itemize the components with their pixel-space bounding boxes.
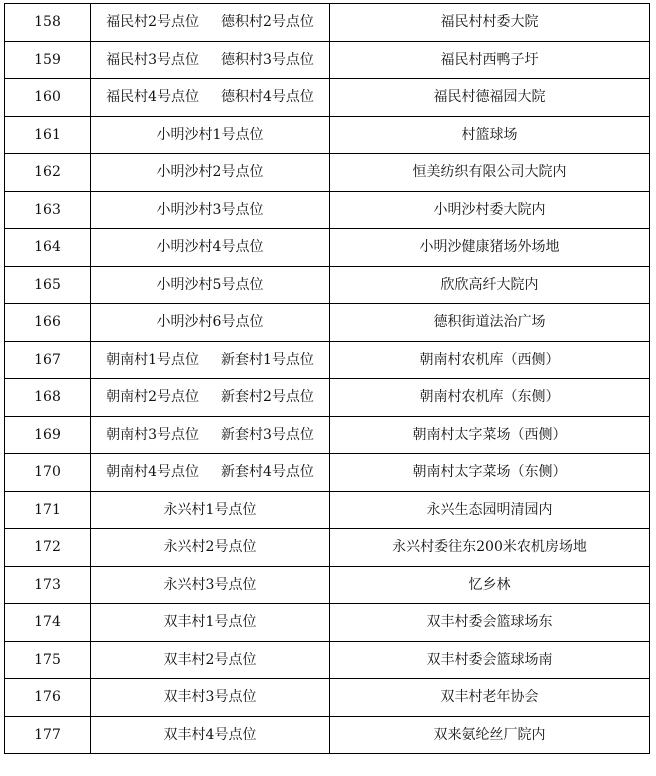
point-cell	[91, 41, 330, 79]
table-row	[5, 266, 650, 304]
point-name: 朝南村4号点位	[106, 464, 199, 481]
location-cell: 欣欣高纤大院内	[330, 266, 650, 304]
point-name: 福民村2号点位	[106, 14, 199, 31]
row-number-cell: 162	[5, 154, 91, 192]
point-name: 小明沙村5号点位	[156, 276, 264, 293]
point-name: 小明沙村2号点位	[156, 164, 264, 181]
point-cell	[91, 641, 330, 679]
row-number-cell: 165	[5, 266, 91, 304]
location-cell: 朝南村农机库（西侧）	[330, 341, 650, 379]
point-cell	[91, 266, 330, 304]
point-name: 永兴村3号点位	[163, 576, 257, 593]
point-cell	[91, 154, 330, 192]
table-row	[5, 566, 650, 604]
point-cell	[91, 379, 330, 417]
table-row	[5, 341, 650, 379]
location-cell: 双丰村委会篮球场南	[330, 641, 650, 679]
table-row	[5, 41, 650, 79]
table-row	[5, 79, 650, 117]
point-cell	[91, 191, 330, 229]
row-number-cell: 170	[5, 454, 91, 492]
point-name: 双丰村1号点位	[163, 614, 257, 631]
row-number-cell: 163	[5, 191, 91, 229]
point-name: 德积村3号点位	[221, 51, 314, 68]
point-cell	[91, 79, 330, 117]
point-cell	[91, 304, 330, 342]
point-name: 小明沙村6号点位	[156, 314, 264, 331]
point-name: 双丰村3号点位	[163, 689, 257, 706]
table-row	[5, 454, 650, 492]
location-cell: 永兴生态园明清园内	[330, 491, 650, 529]
location-cell: 恒美纺织有限公司大院内	[330, 154, 650, 192]
point-name: 德积村2号点位	[221, 14, 314, 31]
point-cell	[91, 566, 330, 604]
table-row	[5, 379, 650, 417]
point-cell	[91, 491, 330, 529]
point-cell	[91, 604, 330, 642]
location-cell: 朝南村太字菜场（西侧）	[330, 416, 650, 454]
table-body	[5, 4, 650, 754]
table-row	[5, 529, 650, 567]
point-cell	[91, 341, 330, 379]
point-cell	[91, 229, 330, 267]
location-cell: 小明沙村委大院内	[330, 191, 650, 229]
location-cell: 朝南村太字菜场（东侧）	[330, 454, 650, 492]
point-cell	[91, 529, 330, 567]
point-name: 新套村2号点位	[221, 389, 314, 406]
point-cell	[91, 454, 330, 492]
table-row	[5, 229, 650, 267]
location-cell: 福民村德福园大院	[330, 79, 650, 117]
row-number-cell: 177	[5, 716, 91, 754]
row-number-cell: 169	[5, 416, 91, 454]
table-row	[5, 4, 650, 42]
location-cell: 双丰村委会篮球场东	[330, 604, 650, 642]
point-cell	[91, 679, 330, 717]
point-name: 新套村4号点位	[221, 464, 314, 481]
table-row	[5, 416, 650, 454]
row-number-cell: 166	[5, 304, 91, 342]
table-row	[5, 116, 650, 154]
point-name: 朝南村2号点位	[106, 389, 199, 406]
location-cell: 福民村西鸭子圩	[330, 41, 650, 79]
table-row	[5, 679, 650, 717]
point-name: 朝南村1号点位	[106, 351, 199, 368]
location-cell: 德积街道法治广场	[330, 304, 650, 342]
table-row	[5, 716, 650, 754]
point-cell	[91, 116, 330, 154]
location-cell: 福民村村委大院	[330, 4, 650, 42]
row-number-cell: 174	[5, 604, 91, 642]
table-row	[5, 604, 650, 642]
row-number-cell: 161	[5, 116, 91, 154]
point-name: 福民村4号点位	[106, 89, 199, 106]
point-cell	[91, 416, 330, 454]
location-cell: 双丰村老年协会	[330, 679, 650, 717]
point-name: 福民村3号点位	[106, 51, 199, 68]
point-name: 新套村1号点位	[221, 351, 314, 368]
row-number-cell: 172	[5, 529, 91, 567]
point-name: 朝南村3号点位	[106, 426, 199, 443]
point-name: 永兴村1号点位	[163, 501, 257, 518]
table-row	[5, 641, 650, 679]
point-cell	[91, 716, 330, 754]
point-name: 双丰村2号点位	[163, 651, 257, 668]
row-number-cell: 167	[5, 341, 91, 379]
row-number-cell: 158	[5, 4, 91, 42]
point-cell	[91, 4, 330, 42]
table-row	[5, 491, 650, 529]
row-number-cell: 176	[5, 679, 91, 717]
point-name: 永兴村2号点位	[163, 539, 257, 556]
row-number-cell: 173	[5, 566, 91, 604]
point-name: 德积村4号点位	[221, 89, 314, 106]
table-row	[5, 191, 650, 229]
row-number-cell: 164	[5, 229, 91, 267]
point-name: 新套村3号点位	[221, 426, 314, 443]
table-row	[5, 304, 650, 342]
point-name: 双丰村4号点位	[163, 726, 257, 743]
location-cell: 双来氨纶丝厂院内	[330, 716, 650, 754]
sampling-sites-table	[4, 3, 650, 754]
row-number-cell: 171	[5, 491, 91, 529]
row-number-cell: 160	[5, 79, 91, 117]
location-cell: 村篮球场	[330, 116, 650, 154]
table-row	[5, 154, 650, 192]
point-name: 小明沙村4号点位	[156, 239, 264, 256]
location-cell: 朝南村农机库（东侧）	[330, 379, 650, 417]
location-cell: 永兴村委往东200米农机房场地	[330, 529, 650, 567]
row-number-cell: 168	[5, 379, 91, 417]
point-name: 小明沙村3号点位	[156, 201, 264, 218]
row-number-cell: 159	[5, 41, 91, 79]
location-cell: 忆乡林	[330, 566, 650, 604]
row-number-cell: 175	[5, 641, 91, 679]
point-name: 小明沙村1号点位	[156, 126, 264, 143]
location-cell: 小明沙健康猪场外场地	[330, 229, 650, 267]
